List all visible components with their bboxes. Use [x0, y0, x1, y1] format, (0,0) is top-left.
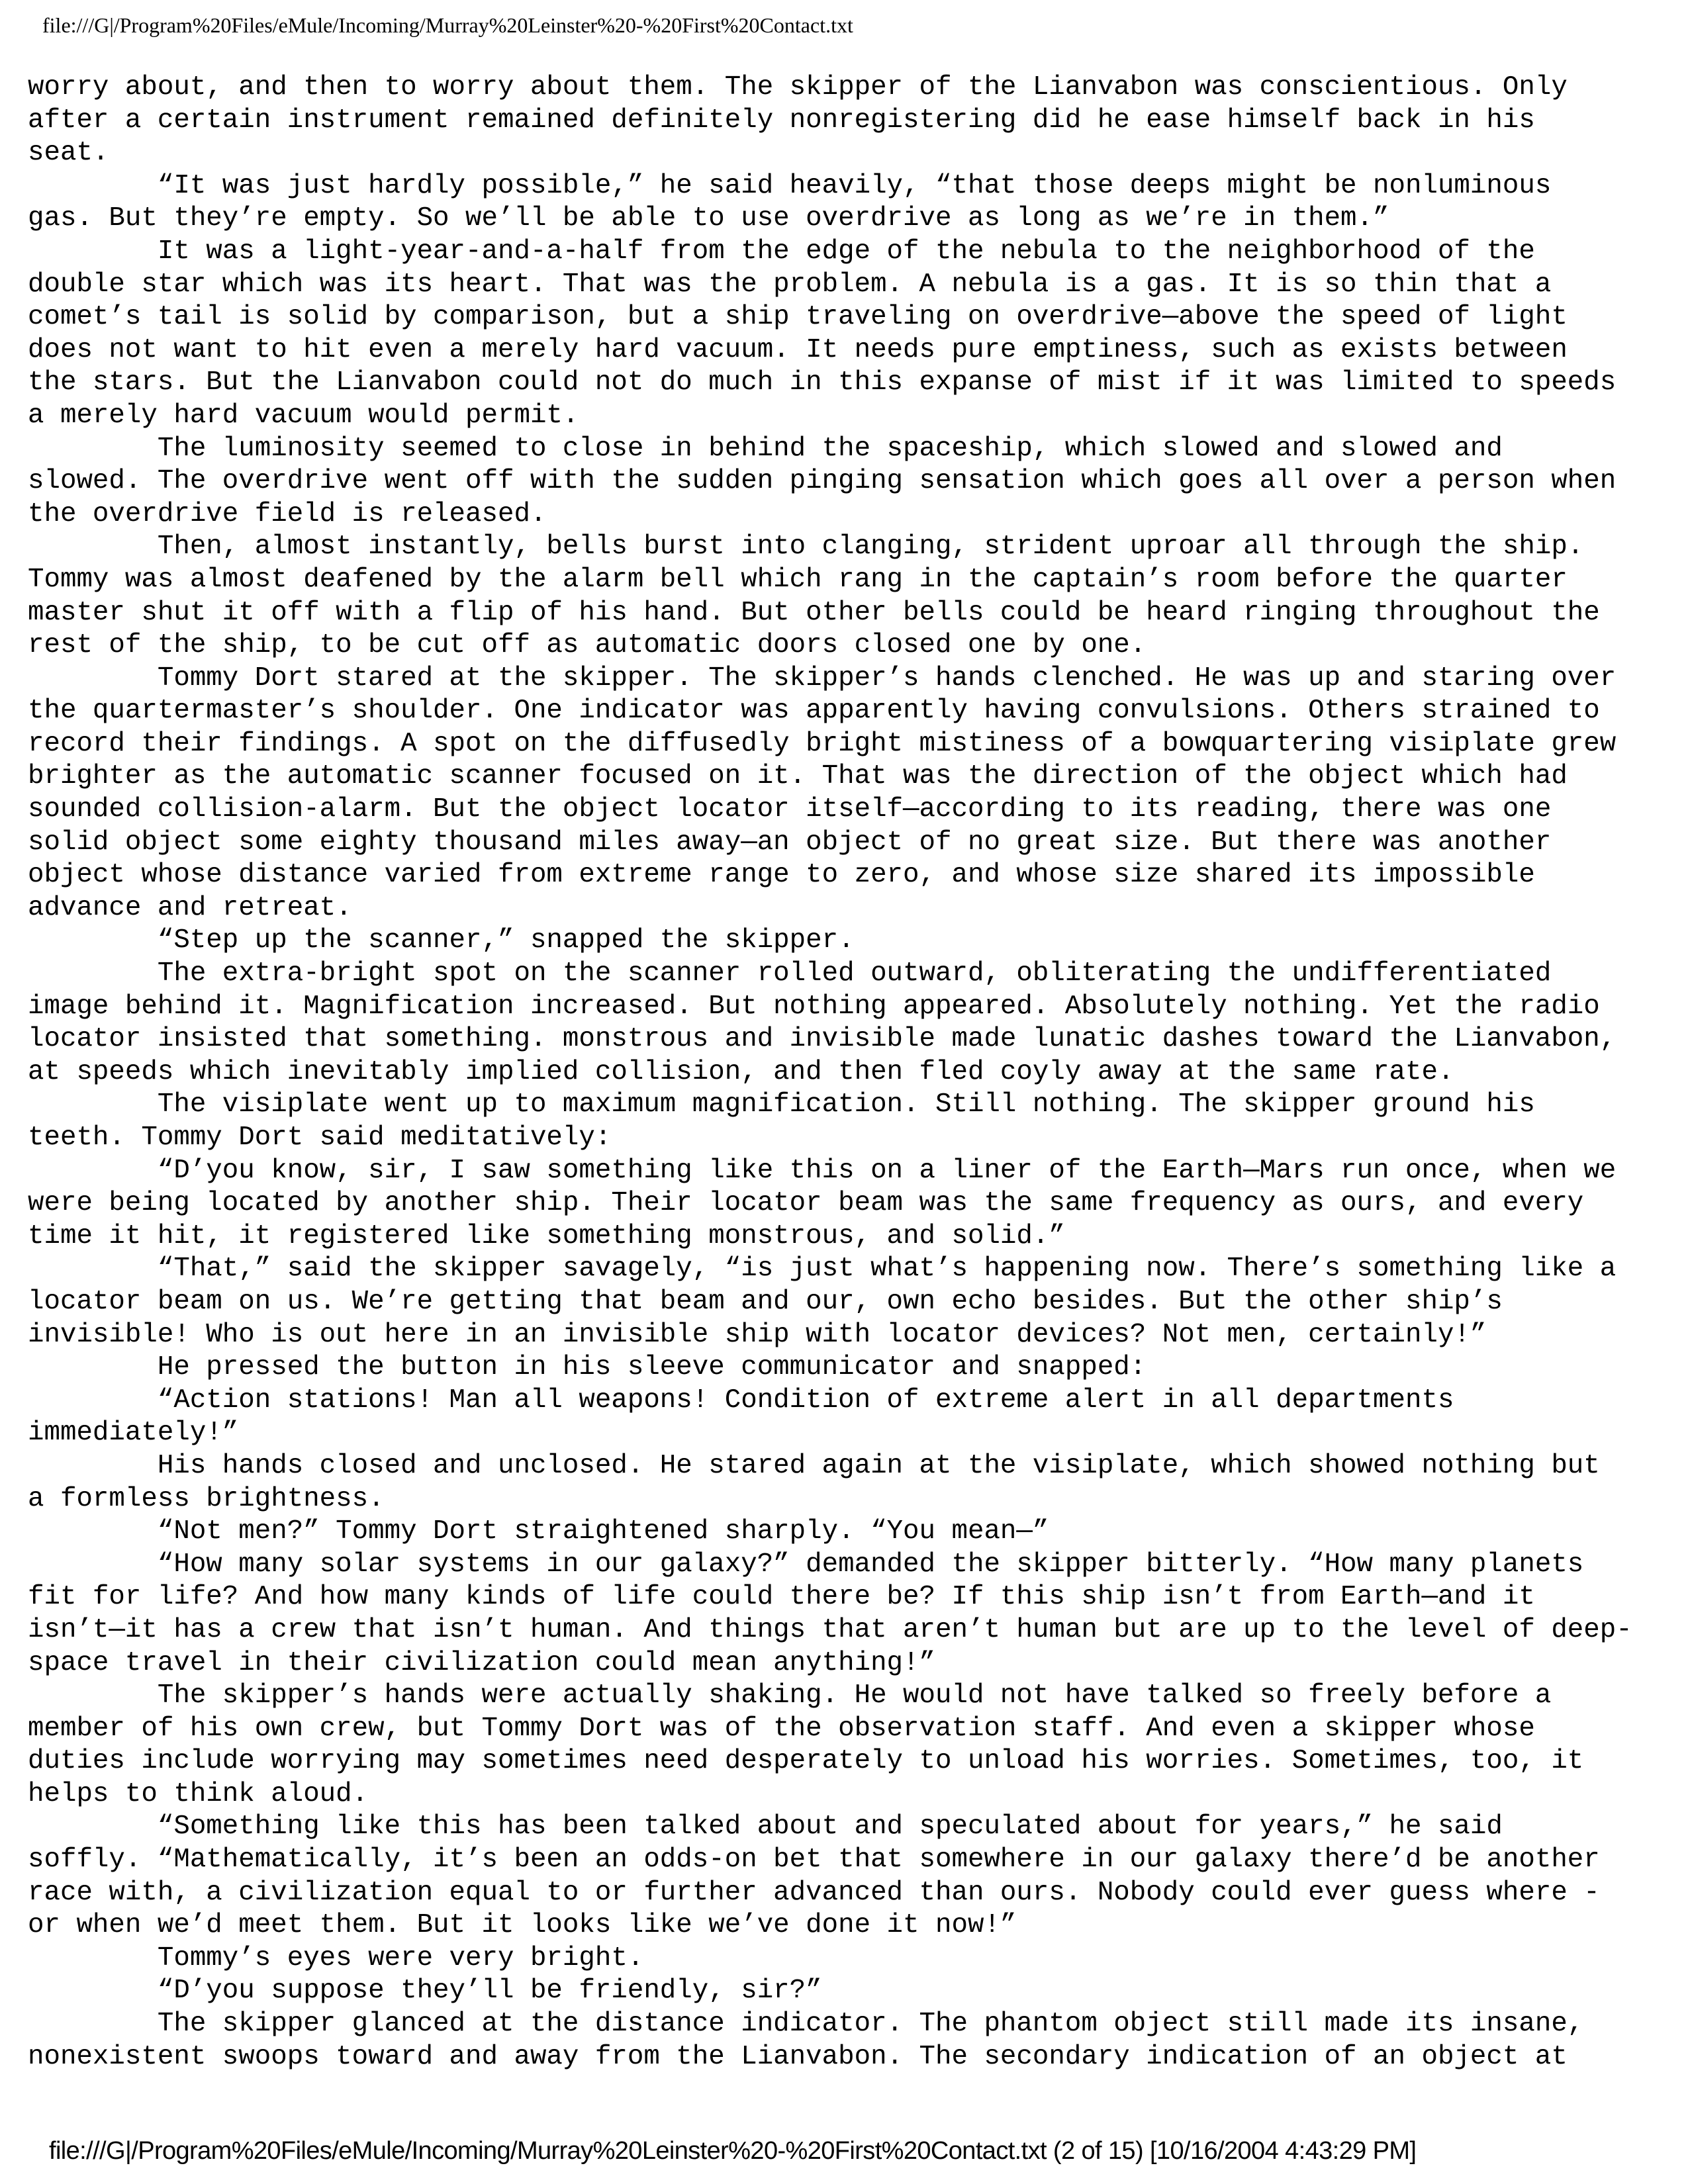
text-line: slowed. The overdrive went off with the sudden pinging sensation which goes all over a person when	[28, 466, 1617, 497]
document-body	[28, 71, 1669, 2073]
text-line: The visiplate went up to maximum magnification. Still nothing. The skipper ground his	[28, 1089, 1535, 1120]
text-line: soffly. “Mathematically, it’s been an odds-on bet that somewhere in our galaxy there’d be another	[28, 1844, 1600, 1876]
text-line: after a certain instrument remained definitely nonregistering did he ease himself back in his	[28, 105, 1535, 136]
text-line: image behind it. Magnification increased. But nothing appeared. Absolutely nothing. Yet the radio	[28, 991, 1600, 1022]
text-line: “Something like this has been talked about and speculated about for years,” he said	[28, 1811, 1503, 1843]
text-line: a merely hard vacuum would permit.	[28, 400, 579, 431]
text-line: the quartermaster’s shoulder. One indicator was apparently having convulsions. Others strained to	[28, 696, 1600, 727]
text-line: duties include worrying may sometimes need desperately to unload his worries. Sometimes, too, it	[28, 1746, 1584, 1777]
text-line: a formless brightness.	[28, 1483, 385, 1514]
text-line: “Step up the scanner,” snapped the skipper.	[28, 925, 855, 956]
text-line: time it hit, it registered like something monstrous, and solid.”	[28, 1220, 1065, 1251]
text-line: “D’you know, sir, I saw something like this on a liner of the Earth—Mars run once, when we	[28, 1155, 1617, 1186]
text-line: It was a light-year-and-a-half from the edge of the nebula to the neighborhood of the	[28, 236, 1535, 267]
text-line: advance and retreat.	[28, 892, 352, 923]
text-line: double star which was its heart. That was the problem. A nebula is a gas. It is so thin that a	[28, 269, 1552, 300]
text-line: fit for life? And how many kinds of life could there be? If this ship isn’t from Earth—and it	[28, 1582, 1535, 1613]
text-line: or when we’d meet them. But it looks like we’ve done it now!”	[28, 1910, 1017, 1941]
text-line: the overdrive field is released.	[28, 498, 547, 529]
text-line: “How many solar systems in our galaxy?” demanded the skipper bitterly. “How many planets	[28, 1549, 1584, 1580]
text-line: rest of the ship, to be cut off as automatic doors closed one by one.	[28, 630, 1147, 661]
text-line: at speeds which inevitably implied collision, and then fled coyly away at the same rate.	[28, 1056, 1454, 1087]
text-line: master shut it off with a flip of his hand. But other bells could be heard ringing throughout the	[28, 597, 1600, 628]
page-header-url: file:///G|/Program%20Files/eMule/Incoming/Murray%20Leinster%20-%20First%20Contact.txt	[42, 13, 853, 37]
text-line: the stars. But the Lianvabon could not do much in this expanse of mist if it was limited to speeds	[28, 367, 1617, 398]
text-line: Tommy’s eyes were very bright.	[28, 1942, 644, 1974]
text-line: “D’you suppose they’ll be friendly, sir?”	[28, 1976, 822, 2007]
text-line: teeth. Tommy Dort said meditatively:	[28, 1122, 612, 1153]
text-line: does not want to hit even a merely hard vacuum. It needs pure emptiness, such as exists between	[28, 334, 1568, 365]
text-line: record their findings. A spot on the diffusedly bright mistiness of a bowquartering visiplate grew	[28, 728, 1617, 759]
text-line: Tommy Dort stared at the skipper. The skipper’s hands clenched. He was up and staring over	[28, 662, 1617, 694]
text-line: The extra-bright spot on the scanner rolled outward, obliterating the undifferentiated	[28, 958, 1552, 989]
text-line: solid object some eighty thousand miles away—an object of no great size. But there was another	[28, 827, 1552, 858]
text-line: He pressed the button in his sleeve communicator and snapped:	[28, 1352, 1147, 1383]
text-line: Tommy was almost deafened by the alarm bell which rang in the captain’s room before the quarter	[28, 564, 1568, 595]
text-line: brighter as the automatic scanner focused on it. That was the direction of the object which had	[28, 761, 1568, 792]
text-line: nonexistent swoops toward and away from the Lianvabon. The secondary indication of an object at	[28, 2041, 1568, 2072]
text-line: race with, a civilization equal to or further advanced than ours. Nobody could ever guess where -	[28, 1877, 1600, 1908]
text-line: were being located by another ship. Their locator beam was the same frequency as ours, and every	[28, 1188, 1584, 1219]
text-line: helps to think aloud.	[28, 1778, 369, 1809]
text-line: “Action stations! Man all weapons! Condition of extreme alert in all departments	[28, 1385, 1454, 1416]
text-line: “That,” said the skipper savagely, “is just what’s happening now. There’s something like a	[28, 1253, 1617, 1285]
text-line: member of his own crew, but Tommy Dort was of the observation staff. And even a skipper whose	[28, 1713, 1535, 1744]
text-line: locator beam on us. We’re getting that beam and our, own echo besides. But the other ship’s	[28, 1286, 1503, 1317]
text-line: object whose distance varied from extreme range to zero, and whose size shared its impossible	[28, 860, 1535, 891]
page-footer: file:///G|/Program%20Files/eMule/Incoming/Murray%20Leinster%20-%20First%20Contact.txt (2 of 15) [10/16/2004 4:43:29 PM]	[49, 2137, 1417, 2165]
text-line: isn’t—it has a crew that isn’t human. And things that aren’t human but are up to the level of deep-	[28, 1614, 1632, 1645]
text-line: Then, almost instantly, bells burst into clanging, strident uproar all through the ship.	[28, 531, 1584, 563]
text-line: comet’s tail is solid by comparison, but a ship traveling on overdrive—above the speed of light	[28, 302, 1568, 333]
text-line: space travel in their civilization could mean anything!”	[28, 1647, 935, 1678]
text-line: worry about, and then to worry about them. The skipper of the Lianvabon was conscientious. Only	[28, 72, 1568, 103]
text-line: gas. But they’re empty. So we’ll be able to use overdrive as long as we’re in them.”	[28, 203, 1389, 234]
text-line: locator insisted that something. monstrous and invisible made lunatic dashes toward the Lianvabon,	[28, 1024, 1617, 1055]
text-line: “Not men?” Tommy Dort straightened sharply. “You mean—”	[28, 1516, 1049, 1547]
text-line: His hands closed and unclosed. He stared again at the visiplate, which showed nothing but	[28, 1450, 1600, 1481]
text-line: The skipper’s hands were actually shaking. He would not have talked so freely before a	[28, 1680, 1552, 1711]
text-line: seat.	[28, 138, 109, 169]
text-line: The skipper glanced at the distance indicator. The phantom object still made its insane,	[28, 2009, 1584, 2040]
text-line: The luminosity seemed to close in behind the spaceship, which slowed and slowed and	[28, 433, 1503, 464]
text-line: immediately!”	[28, 1418, 239, 1449]
text-line: invisible! Who is out here in an invisible ship with locator devices? Not men, certainly!”	[28, 1319, 1487, 1350]
text-line: “It was just hardly possible,” he said heavily, “that those deeps might be nonluminous	[28, 170, 1552, 201]
text-line: sounded collision-alarm. But the object locator itself—according to its reading, there was one	[28, 794, 1552, 825]
